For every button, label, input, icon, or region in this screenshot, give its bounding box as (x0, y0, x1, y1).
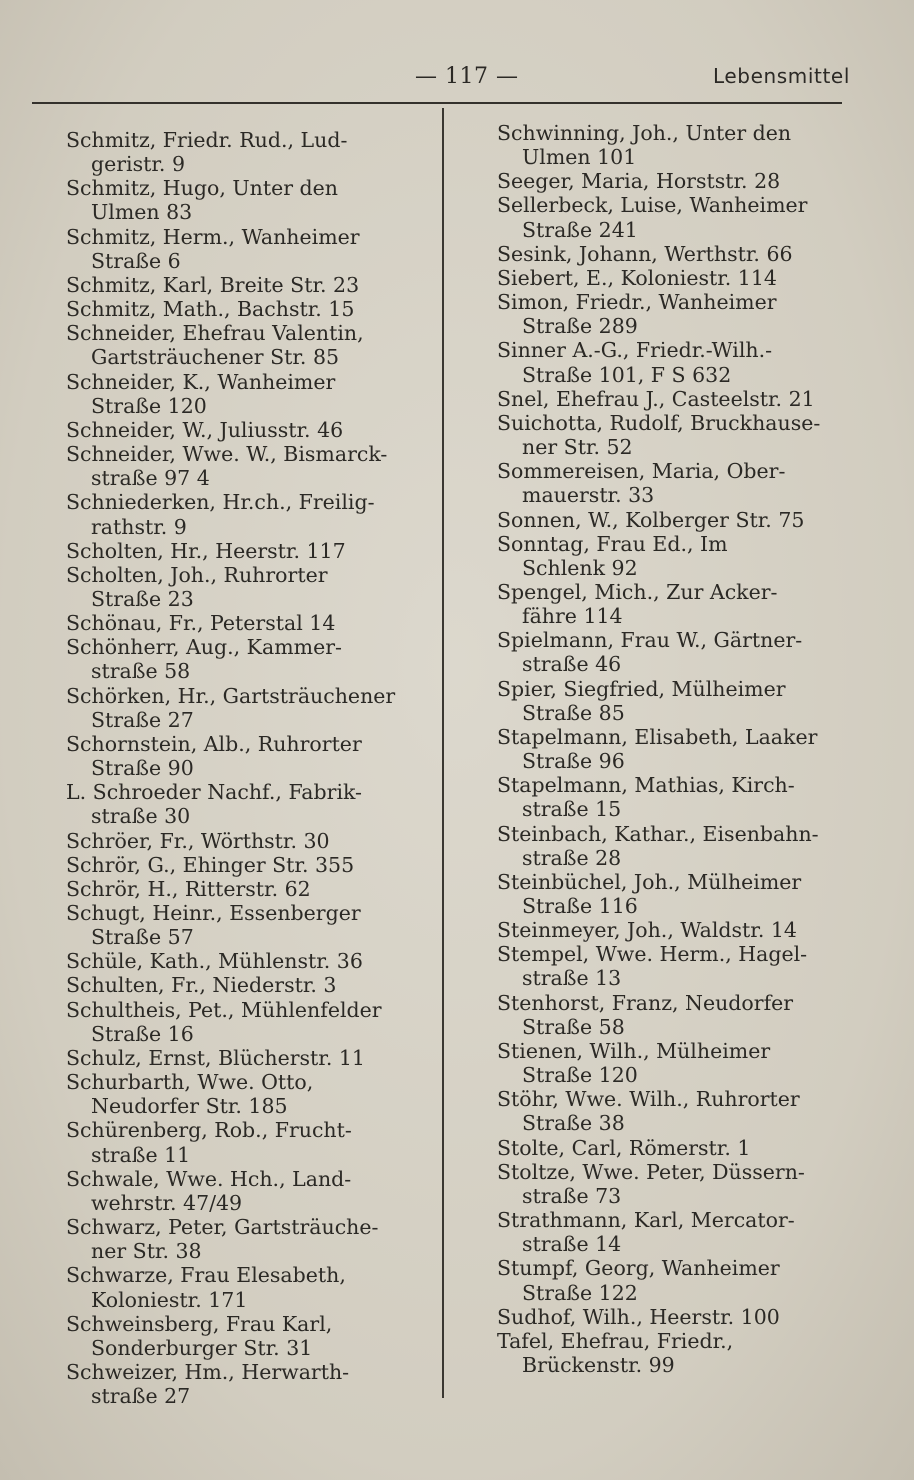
directory-entry: Schwarze, Frau Elesabeth, Koloniestr. 171 (66, 1263, 346, 1312)
directory-entry: Stapelmann, Elisabeth, Laaker Straße 96 (497, 724, 818, 774)
directory-entry: Schneider, W., Juliusstr. 46 (66, 417, 344, 442)
directory-entry: Schrör, H., Ritterstr. 62 (66, 876, 311, 901)
directory-entry: Suichotta, Rudolf, Bruckhause- ner Str. 52 (497, 410, 821, 460)
directory-entry: Stenhorst, Franz, Neudorfer Straße 58 (497, 990, 794, 1039)
directory-entry: Stoltze, Wwe. Peter, Düssern- straße 73 (497, 1159, 805, 1208)
directory-entry: Schürenberg, Rob., Frucht- straße 11 (66, 1118, 352, 1167)
directory-entry: Siebert, E., Koloniestr. 114 (497, 265, 777, 290)
directory-entry: Spengel, Mich., Zur Acker- fähre 114 (497, 579, 778, 629)
directory-entry: Sellerbeck, Luise, Wanheimer Straße 241 (497, 193, 808, 242)
page-header (30, 64, 850, 94)
header-rule (32, 102, 842, 104)
directory-entry: Steinbach, Kathar., Eisenbahn- straße 28 (497, 821, 819, 870)
directory-entry: Schugt, Heinr., Essenberger Straße 57 (66, 901, 361, 950)
directory-entry: Sonntag, Frau Ed., Im Schlenk 92 (497, 531, 728, 580)
directory-entry: Schulten, Fr., Niederstr. 3 (66, 973, 337, 998)
directory-entry: Stöhr, Wwe. Wilh., Ruhrorter Straße 38 (497, 1087, 800, 1136)
directory-entry: Schneider, Wwe. W., Bismarck- straße 97 4 (66, 442, 388, 491)
directory-entry: Schneider, K., Wanheimer Straße 120 (66, 369, 336, 418)
directory-entry: Simon, Friedr., Wanheimer Straße 289 (497, 290, 777, 339)
directory-entry: Spielmann, Frau W., Gärtner- straße 46 (497, 628, 803, 677)
directory-entry: Schultheis, Pet., Mühlenfelder Straße 16 (66, 997, 382, 1046)
directory-entry: Strathmann, Karl, Mercator- straße 14 (497, 1208, 795, 1257)
directory-entry: Stempel, Wwe. Herm., Hagel- straße 13 (497, 942, 808, 991)
directory-entry: Stumpf, Georg, Wanheimer Straße 122 (497, 1256, 780, 1305)
directory-entry: Sommereisen, Maria, Ober- mauerstr. 33 (497, 459, 786, 508)
directory-entry: Steinbüchel, Joh., Mülheimer Straße 116 (497, 869, 802, 918)
directory-entry: Schmitz, Karl, Breite Str. 23 (66, 272, 360, 297)
directory-entry: Schniederken, Hr.ch., Freilig- rathstr. 9 (66, 490, 375, 539)
directory-entry: Stapelmann, Mathias, Kirch- straße 15 (497, 773, 795, 822)
directory-entry: Sonnen, W., Kolberger Str. 75 (497, 507, 805, 532)
directory-entry: L. Schroeder Nachf., Fabrik- straße 30 (66, 780, 362, 829)
directory-entry: Schüle, Kath., Mühlenstr. 36 (66, 949, 363, 974)
directory-entry: Schwale, Wwe. Hch., Land- wehrstr. 47/49 (66, 1166, 352, 1215)
directory-entry: Schulz, Ernst, Blücherstr. 11 (66, 1045, 365, 1070)
directory-entry: Schmitz, Friedr. Rud., Lud- geristr. 9 (66, 128, 348, 177)
directory-entry: Stolte, Carl, Römerstr. 1 (497, 1135, 751, 1160)
directory-entry: Schurbarth, Wwe. Otto, Neudorfer Str. 185 (66, 1070, 314, 1119)
directory-entry: Schmitz, Math., Bachstr. 15 (66, 297, 355, 322)
section-title: Lebensmittel (713, 64, 850, 88)
directory-entry: Seeger, Maria, Horststr. 28 (497, 169, 781, 194)
directory-entry: Stienen, Wilh., Mülheimer Straße 120 (497, 1038, 771, 1088)
left-column (66, 128, 426, 1408)
directory-entry: Schrör, G., Ehinger Str. 355 (66, 852, 355, 877)
directory-entry: Sinner A.-G., Friedr.-Wilh.- Straße 101, F S 632 (497, 338, 773, 387)
directory-entry: Sudhof, Wilh., Heerstr. 100 (497, 1304, 780, 1329)
directory-entry: Spier, Siegfried, Mülheimer Straße 85 (497, 676, 786, 725)
column-divider (442, 108, 444, 1398)
directory-entry: Schwinning, Joh., Unter den Ulmen 101 (497, 121, 792, 170)
directory-entry: Schornstein, Alb., Ruhrorter Straße 90 (66, 731, 362, 781)
directory-entry: Steinmeyer, Joh., Waldstr. 14 (497, 918, 797, 943)
right-column (497, 121, 857, 1377)
directory-entry: Schörken, Hr., Gartsträuchener Straße 27 (66, 683, 396, 732)
directory-entry: Tafel, Ehefrau, Friedr., Brückenstr. 99 (497, 1328, 734, 1377)
directory-entry: Snel, Ehefrau J., Casteelstr. 21 (497, 386, 815, 411)
directory-entry: Schweinsberg, Frau Karl, Sonderburger Str. 31 (66, 1311, 333, 1360)
directory-entry: Schmitz, Herm., Wanheimer Straße 6 (66, 224, 360, 273)
directory-entry: Sesink, Johann, Werthstr. 66 (497, 241, 793, 266)
directory-entry: Schneider, Ehefrau Valentin, Gartsträuchener Str. 85 (66, 321, 364, 370)
directory-entry: Schweizer, Hm., Herwarth- straße 27 (66, 1359, 350, 1409)
directory-entry: Scholten, Hr., Heerstr. 117 (66, 538, 346, 563)
directory-entry: Schönherr, Aug., Kammer- straße 58 (66, 635, 342, 684)
directory-entry: Schmitz, Hugo, Unter den Ulmen 83 (66, 176, 338, 225)
directory-entry: Schönau, Fr., Peterstal 14 (66, 611, 336, 636)
page-number: — 117 — (415, 64, 519, 89)
directory-entry: Schröer, Fr., Wörthstr. 30 (66, 828, 330, 853)
directory-entry: Schwarz, Peter, Gartsträuche- ner Str. 38 (66, 1215, 379, 1264)
directory-entry: Scholten, Joh., Ruhrorter Straße 23 (66, 562, 328, 611)
